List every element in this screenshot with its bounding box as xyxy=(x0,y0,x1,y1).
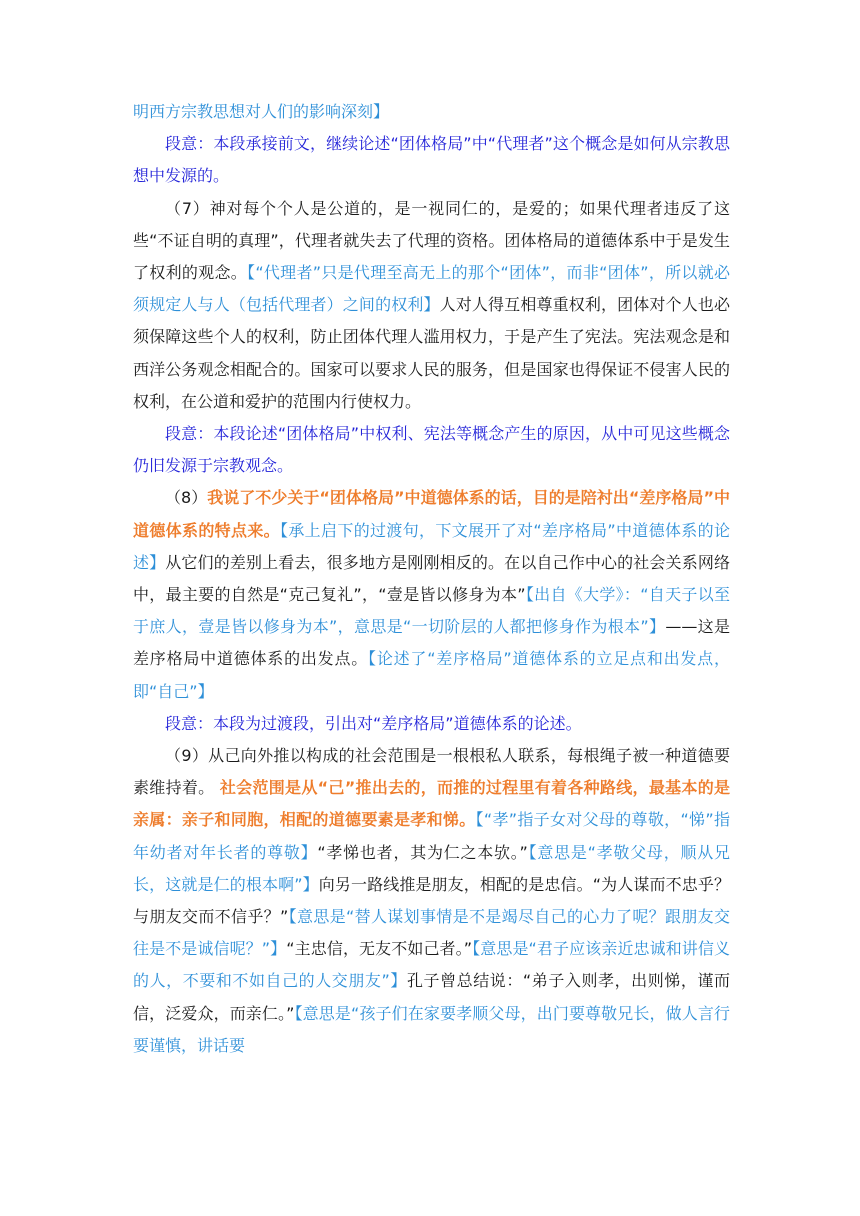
text-run-blue: 明西方宗教思想对人们的影响深刻】 xyxy=(133,102,390,121)
text-run-black: 人对人得互相尊重权利，团体对个人也必须保障这些个人的权利，防止团体代理人滥用权力，于是产生了宪法。宪法观念是和西洋公务观念相配合的。国家可以要求人民的服务，但是国家也得保证不侵害人民的权利，在公道和爱护的范围内行使权力。 xyxy=(133,295,730,411)
text-run-black: （8） xyxy=(165,488,208,508)
summary-8 xyxy=(133,708,730,740)
text-run-black: 向另一路线推是朋友，相配的是忠信。“为人谋而不忠乎？与朋友交而不信乎？” xyxy=(133,874,730,927)
paragraph-8 xyxy=(133,482,730,707)
text-run-orange: 社会范围是从“己”推出去的，而推的过程里有着各种路线，最基本的是亲属：亲子和同胞，相配的道德要素是孝和悌。 xyxy=(133,778,730,830)
text-run-navy: 段意：本段论述“团体格局”中权利、宪法等概念产生的原因，从中可见这些概念仍旧发源于宗教观念。 xyxy=(133,424,730,476)
text-run-black: （7）神对每个个人是公道的，是一视同仁的，是爱的；如果代理者违反了这些“不证自明的真理”，代理者就失去了代理的资格。团体格局的道德体系中于是发生了权利的观念。 xyxy=(133,198,730,283)
text-run-blue: 【论述了“差序格局”道德体系的立足点和出发点，即“自己”】 xyxy=(133,649,730,701)
text-run-blue: 【意思是“孝敬父母，顺从兄长，这就是仁的根本啊”】 xyxy=(133,842,730,894)
text-run-black: 从它们的差别上看去，很多地方是刚刚相反的。在以自己作中心的社会关系网络中，最主要的自然是“克己复礼”，“壹是皆以修身为本” xyxy=(133,552,730,605)
text-run-black: “主忠信，无友不如己者。” xyxy=(286,939,473,959)
text-run-blue: 【出自《大学》：“自天子以至于庶人，壹是皆以修身为本”，意思是“一切阶层的人都把修身作为根本”】 xyxy=(133,585,730,637)
text-run-blue: 【“孝”指子女对父母的尊敬，“悌”指年幼者对年长者的尊敬】 xyxy=(133,810,730,862)
paragraph-9 xyxy=(133,740,730,1062)
annotation-continuation xyxy=(133,96,730,128)
text-run-black: “孝悌也者，其为仁之本欤。” xyxy=(317,842,528,862)
text-run-black: 孔子曾总结说：“弟子入则孝，出则悌，谨而信，泛爱众，而亲仁。” xyxy=(133,971,730,1023)
paragraph-7 xyxy=(133,193,730,418)
summary-6 xyxy=(133,128,730,192)
text-run-blue: 【承上启下的过渡句，下文展开了对“差序格局”中道德体系的论述】 xyxy=(133,520,730,572)
text-run-blue: 【意思是“孩子们在家要孝顺父母，出门要尊敬兄长，做人言行要谨慎，讲话要 xyxy=(133,1003,730,1055)
summary-7 xyxy=(133,418,730,482)
text-run-blue: 【意思是“替人谋划事情是不是竭尽自己的心力了呢？跟朋友交往是不是诚信呢？”】 xyxy=(133,907,730,959)
text-run-black: （9）从己向外推以构成的社会范围是一根根私人联系，每根绳子被一种道德要素维持着。 xyxy=(133,746,730,798)
text-run-blue: 【“代理者”只是代理至高无上的那个“团体”，而非“团体”，所以就必须规定人与人（包括代理者）之间的权利】 xyxy=(133,263,730,315)
text-run-black: ——这是差序格局中道德体系的出发点。 xyxy=(133,617,730,669)
document-body xyxy=(133,96,730,1062)
text-run-orange: 我说了不少关于“团体格局”中道德体系的话，目的是陪衬出“差序格局”中道德体系的特点来。 xyxy=(133,488,730,540)
text-run-navy: 段意：本段为过渡段，引出对“差序格局”道德体系的论述。 xyxy=(165,713,582,733)
text-run-navy: 段意：本段承接前文，继续论述“团体格局”中“代理者”这个概念是如何从宗教思想中发源的。 xyxy=(133,134,730,186)
text-run-blue: 【意思是“君子应该亲近忠诚和讲信义的人，不要和不如自己的人交朋友”】 xyxy=(133,939,730,991)
